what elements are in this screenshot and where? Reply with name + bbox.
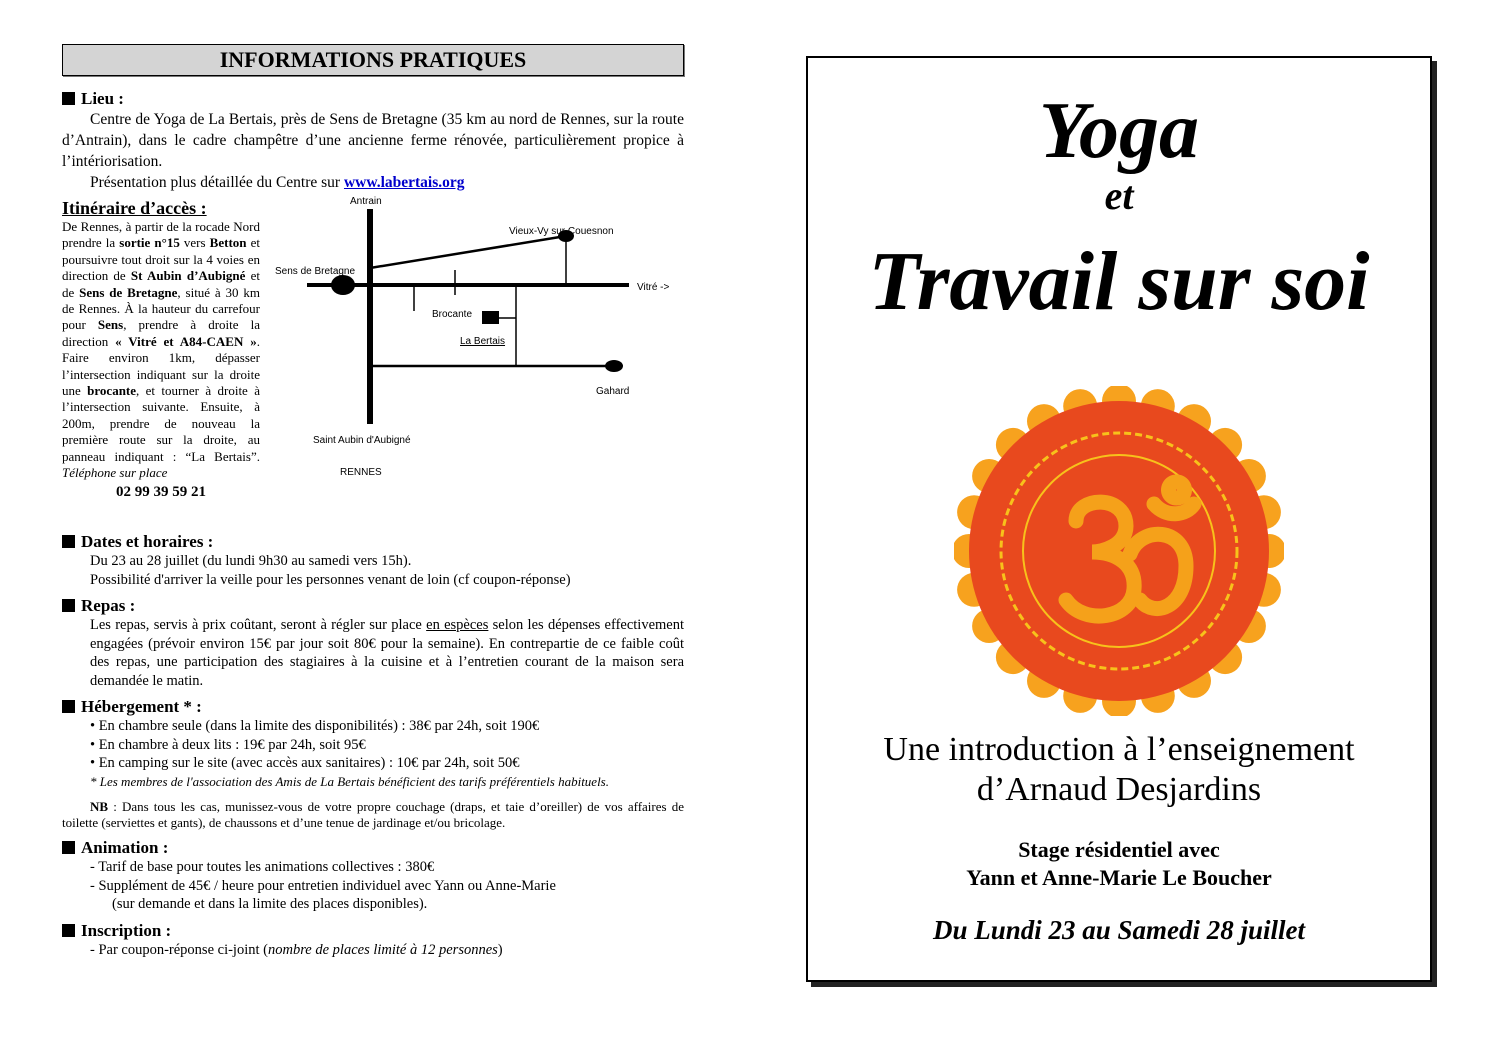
cover-intro [808,730,1430,810]
square-bullet-icon [62,599,75,612]
website-link[interactable]: www.labertais.org [343,174,465,191]
repas-body: Les repas, servis à prix coûtant, seront à régler sur place en espèces selon les dépenses effectivement engagées (prévoir environ 15€ par jour soit 80€ pour la semaine). En contrepartie de ce faible coût des repas, une participation des stagiaires à la cuisine et à l’entretien courant de la maison sera demandée le matin. [90,617,684,689]
dates-line1: Du 23 au 28 juillet (du lundi 9h30 au samedi vers 15h). [90,553,412,569]
hebergement-body [62,717,684,791]
map-label-gahard: Gahard [596,386,630,397]
cover-dates: Du Lundi 23 au Samedi 28 juillet [932,915,1306,945]
phone-number: 02 99 39 59 21 [116,483,206,500]
nb-note: NB : Dans tous les cas, munissez-vous de votre propre couchage (draps, et taie d’oreiller) de vos affaires de toilette (serviettes et gants), de chaussons et d’une tenue de jardinage et/ou bricolage. [62,799,684,830]
map-label-rennes: RENNES [340,467,382,478]
cover-stage-line1: Stage résidentiel avec [1018,837,1220,862]
section-heading-animation: Animation : [62,837,684,858]
section-heading-repas: Repas : [62,595,684,616]
animation-line1: - Tarif de base pour toutes les animations collectives : 380€ [90,859,435,875]
cover-intro-line1: Une introduction à l’enseignement [883,731,1355,768]
map-label-vieux-vy: Vieux-Vy sur Couesnon [509,226,614,237]
itinerary-text [62,197,260,501]
banner-title: INFORMATIONS PRATIQUES [62,44,684,76]
cover-panel [806,56,1432,982]
map-bertais-marker [482,311,499,324]
lieu-more: Présentation plus détaillée du Centre sur www.labertais.org [90,174,465,191]
cover-stage [808,836,1430,892]
inscription-body: - Par coupon-réponse ci-joint (nombre de places limité à 12 personnes) [90,941,503,958]
section-heading-dates: Dates et horaires : [62,531,684,552]
hebergement-item: • En chambre à deux lits : 19€ par 24h, soit 95€ [90,736,366,753]
cover-title-et: et [1104,173,1134,218]
square-bullet-icon [62,535,75,548]
map-label-sens: Sens de Bretagne [275,266,356,277]
left-column [62,44,684,959]
lieu-text: Centre de Yoga de La Bertais, près de Sens de Bretagne (35 km au nord de Rennes, sur la route d’Antrain), dans le cadre champêtre d’une ancienne ferme rénovée, particulièrement propice à l’intériorisation. [62,111,684,170]
map-label-antrain: Antrain [350,196,382,207]
section-heading-inscription: Inscription : [62,920,684,941]
map-label-brocante: Brocante [432,309,473,320]
map-label-st-aubin: Saint Aubin d'Aubigné [313,435,411,446]
cover-title-yoga: Yoga [1039,87,1199,175]
hebergement-note: * Les membres de l'association des Amis de La Bertais bénéficient des tarifs préférentiels habituels. [90,773,609,789]
square-bullet-icon [62,841,75,854]
cover-stage-line2: Yann et Anne-Marie Le Boucher [966,865,1272,890]
square-bullet-icon [62,700,75,713]
section-heading-hebergement: Hébergement * : [62,696,684,717]
hebergement-item: • En camping sur le site (avec accès aux sanitaires) : 10€ par 24h, soit 50€ [90,755,520,771]
hebergement-item: • En chambre seule (dans la limite des disponibilités) : 38€ par 24h, soit 190€ [90,718,540,734]
cover-title-travail: Travail sur soi [868,235,1370,328]
square-bullet-icon [62,924,75,937]
cover-intro-line2: d’Arnaud Desjardins [976,771,1262,808]
om-mandala-icon [954,386,1284,716]
access-map [267,189,687,489]
itinerary-heading: Itinéraire d’accès : [62,198,207,218]
dates-body [62,552,684,589]
itinerary-section [62,197,684,527]
animation-line2: - Supplément de 45€ / heure pour entretien individuel avec Yann ou Anne-Marie [90,877,556,894]
dates-line2: Possibilité d'arriver la veille pour les personnes venant de loin (cf coupon-réponse) [90,571,571,588]
animation-body [62,858,684,914]
map-label-vitre: Vitré -> [637,282,670,293]
itinerary-body: De Rennes, à partir de la rocade Nord prendre la sortie n°15 vers Betton et poursuivre tout droit sur la 4 voies en direction de St Aubin d’Aubigné et de Sens de Bretagne, situé à 30 km de Rennes. À la hauteur du carrefour pour Sens, prendre à droite la direction « Vitré et A84-CAEN ». Faire environ 1km, dépasser l’intersection indiquant sur la droite une brocante, et tourner à droite à l’intersection suivante. Ensuite, à 200m, prendre de nouveau la première route sur la droite, au panneau indiquant : “La Bertais”. Téléphone sur place [62,219,260,481]
map-sens-marker [331,275,355,295]
section-heading-lieu: Lieu : [62,88,684,109]
map-road-vieux-vy [370,236,566,268]
square-bullet-icon [62,92,75,105]
map-gahard-marker [605,360,623,372]
map-label-bertais: La Bertais [460,336,506,347]
animation-line3: (sur demande et dans la limite des places disponibles). [112,896,428,912]
